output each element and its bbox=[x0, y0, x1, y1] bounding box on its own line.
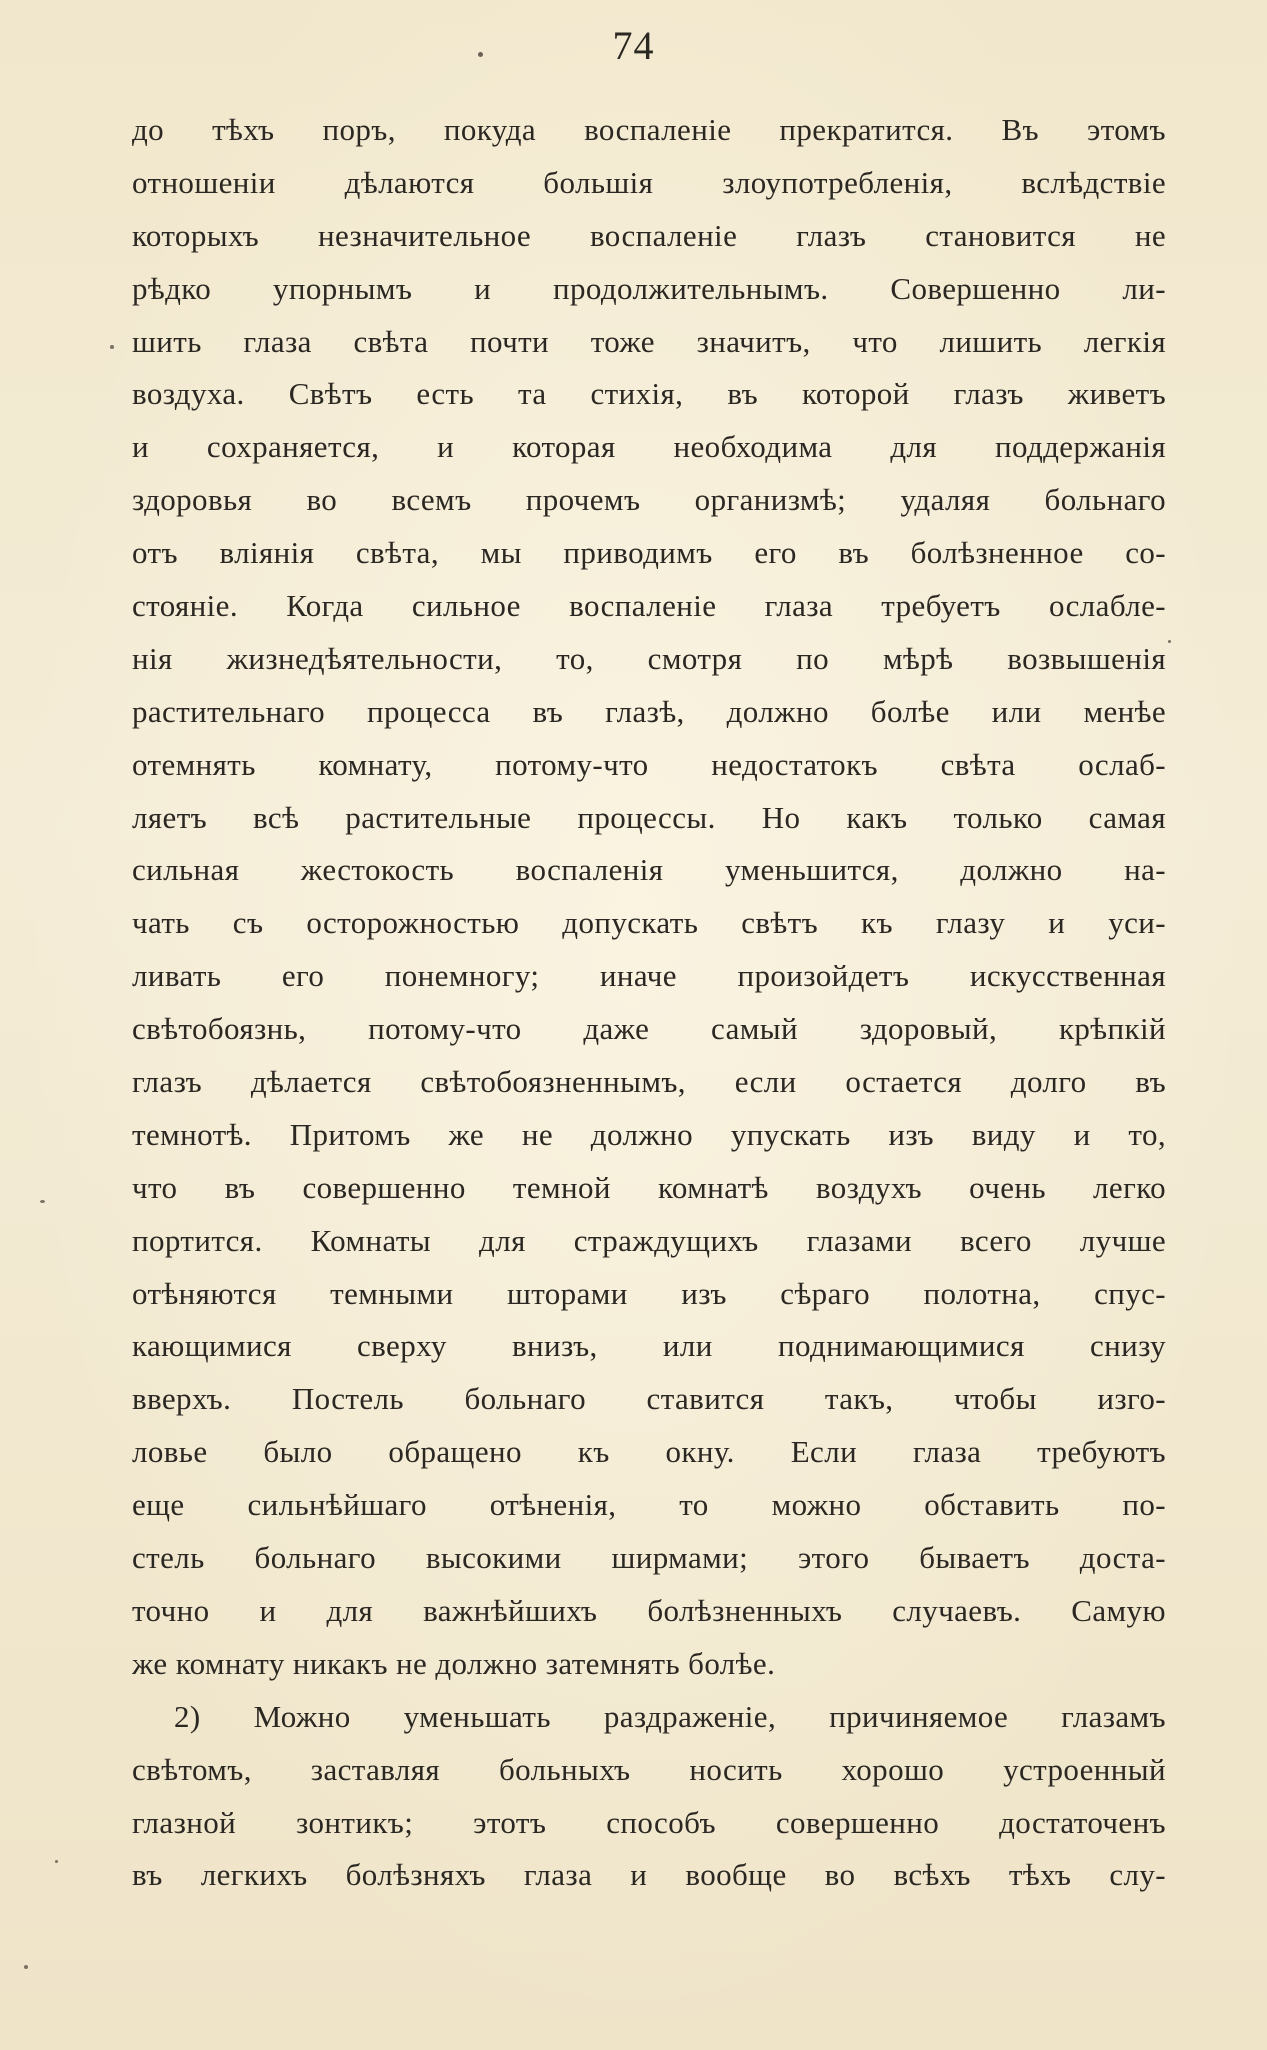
text-line: отъ вліянія свѣта, мы приводимъ его въ болѣзненное со- bbox=[132, 535, 1166, 571]
text-line: портится. Комнаты для страждущихъ глазами всего лучше bbox=[132, 1222, 1166, 1258]
text-line: темнотѣ. Притомъ же не должно упускать изъ виду и то, bbox=[132, 1116, 1166, 1152]
text-line: здоровья во всемъ прочемъ организмѣ; удаляя больнаго bbox=[132, 482, 1166, 518]
text-line: что въ совершенно темной комнатѣ воздухъ очень легко bbox=[132, 1169, 1166, 1205]
text-line: ливать его понемногу; иначе произойдетъ искусственная bbox=[132, 958, 1166, 994]
text-line: вверхъ. Постель больнаго ставится такъ, чтобы изго- bbox=[132, 1381, 1166, 1417]
paragraph-start-line: 2) Можно уменьшать раздраженіе, причиняемое глазамъ bbox=[174, 1698, 1166, 1734]
text-line: свѣтомъ, заставляя больныхъ носить хорошо устроенный bbox=[132, 1751, 1166, 1787]
text-line: стель больнаго высокими ширмами; этого бываетъ доста- bbox=[132, 1540, 1166, 1576]
text-line: и сохраняется, и которая необходима для поддержанія bbox=[132, 429, 1166, 465]
paragraph-end-line: же комнату никакъ не должно затемнять болѣе. bbox=[132, 1645, 776, 1681]
text-line: отемнять комнату, потому-что недостатокъ свѣта ослаб- bbox=[132, 746, 1166, 782]
text-line: отѣняются темными шторами изъ сѣраго полотна, спус- bbox=[132, 1275, 1166, 1311]
text-line: рѣдко упорнымъ и продолжительнымъ. Совершенно ли- bbox=[132, 270, 1166, 306]
text-line: чать съ осторожностью допускать свѣтъ къ глазу и уси- bbox=[132, 905, 1166, 941]
text-line: которыхъ незначительное воспаленіе глазъ становится не bbox=[132, 217, 1166, 253]
text-line: глазъ дѣлается свѣтобоязненнымъ, если остается долго въ bbox=[132, 1064, 1166, 1100]
text-line: ловье было обращено къ окну. Если глаза требуютъ bbox=[132, 1434, 1166, 1470]
body-text bbox=[132, 104, 1166, 1902]
text-line: въ легкихъ болѣзняхъ глаза и вообще во всѣхъ тѣхъ слу- bbox=[132, 1857, 1166, 1893]
text-line: сильная жестокость воспаленія уменьшится, должно на- bbox=[132, 852, 1166, 888]
text-line: еще сильнѣйшаго отѣненія, то можно обставить по- bbox=[132, 1487, 1166, 1523]
text-line: ляетъ всѣ растительные процессы. Но какъ только самая bbox=[132, 799, 1166, 835]
text-line: отношеніи дѣлаются большія злоупотребленія, вслѣдствіе bbox=[132, 164, 1166, 200]
text-line: до тѣхъ поръ, покуда воспаленіе прекратится. Въ этомъ bbox=[132, 112, 1166, 147]
page-number: 74 bbox=[612, 23, 655, 68]
text-line: растительнаго процесса въ глазѣ, должно болѣе или менѣе bbox=[132, 693, 1166, 729]
text-line: кающимися сверху внизъ, или поднимающимися снизу bbox=[132, 1328, 1166, 1364]
text-line: точно и для важнѣйшихъ болѣзненныхъ случаевъ. Самую bbox=[132, 1592, 1166, 1628]
text-line: воздуха. Свѣтъ есть та стихія, въ которой глазъ живетъ bbox=[132, 376, 1166, 412]
text-line: шить глаза свѣта почти тоже значитъ, что лишить легкія bbox=[132, 323, 1166, 359]
text-line: стояніе. Когда сильное воспаленіе глаза требуетъ ослабле- bbox=[132, 588, 1166, 624]
text-line: глазной зонтикъ; этотъ способъ совершенно достаточенъ bbox=[132, 1804, 1166, 1840]
text-line: нія жизнедѣятельности, то, смотря по мѣрѣ возвышенія bbox=[132, 640, 1166, 676]
text-line: свѣтобоязнь, потому-что даже самый здоровый, крѣпкій bbox=[132, 1011, 1166, 1047]
